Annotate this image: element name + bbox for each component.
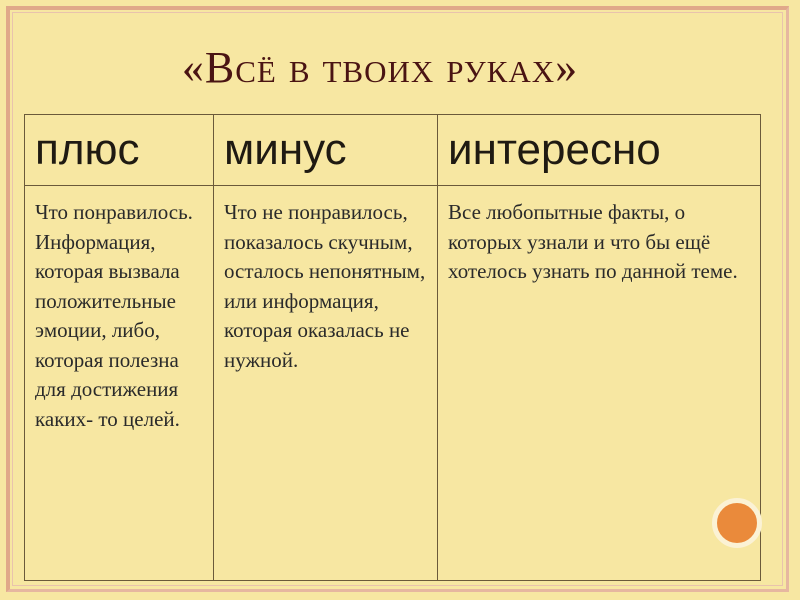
title-first-letter: В: [204, 43, 236, 92]
title-open-quote: «: [181, 43, 205, 92]
table-row: [25, 186, 761, 581]
header-interesting: интересно: [438, 115, 761, 186]
orange-circle-decoration: [712, 498, 762, 548]
cell-minus: Что не понравилось, показалось скучным, осталось непонятным, или информация, которая оказалась не нужной.: [214, 186, 438, 581]
cell-plus: Что понравилось. Информация, которая вызвала положительные эмоции, либо, которая полезна для достижения каких- то целей.: [25, 186, 214, 581]
table-header-row: [25, 115, 761, 186]
cell-interesting: Все любопытные факты, о которых узнали и что бы ещё хотелось узнать по данной теме.: [438, 186, 761, 581]
header-minus: минус: [214, 115, 438, 186]
title-rest: сё в твоих руках: [235, 43, 556, 92]
pmi-table: [24, 114, 761, 581]
slide-title: [0, 42, 760, 93]
title-close-quote: »: [555, 43, 579, 92]
header-plus: плюс: [25, 115, 214, 186]
